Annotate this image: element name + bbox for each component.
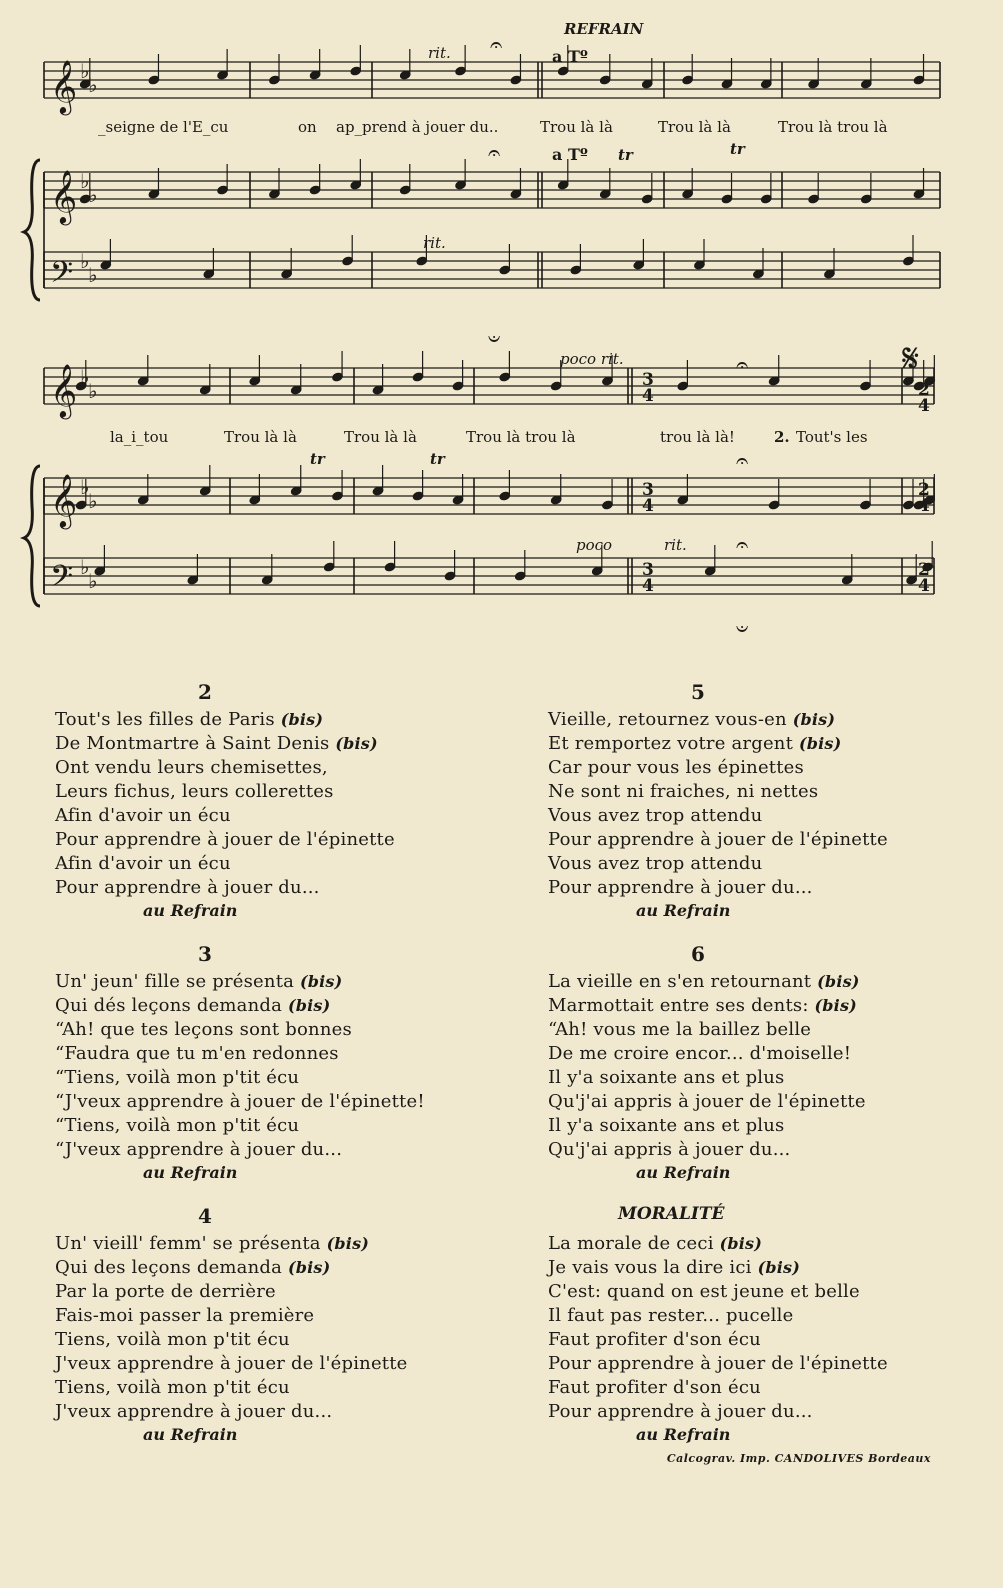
verse-text: De Montmartre à Saint Denis bbox=[55, 733, 336, 754]
fermata-icon: 𝄐 bbox=[490, 33, 503, 58]
verse-line bbox=[55, 1066, 475, 1090]
segno-icon: 𝄋 bbox=[902, 336, 920, 382]
verse-line bbox=[548, 1090, 968, 1114]
verse-text: Pour apprendre à jouer du... bbox=[548, 1401, 813, 1422]
svg-text:4: 4 bbox=[642, 576, 654, 596]
svg-text:♭: ♭ bbox=[88, 73, 98, 97]
verse-text: J'veux apprendre à jouer de l'épinette bbox=[55, 1353, 408, 1374]
svg-text:♭: ♭ bbox=[80, 475, 90, 499]
svg-text:3: 3 bbox=[642, 370, 654, 390]
verse-text: Un' vieill' femm' se présenta bbox=[55, 1233, 327, 1254]
stanza-number: 6 bbox=[691, 942, 705, 966]
verse-text: “Faudra que tu m'en redonnes bbox=[55, 1043, 339, 1064]
verse-text: “Ah! que tes leçons sont bonnes bbox=[55, 1019, 352, 1040]
verse-text: Tiens, voilà mon p'tit écu bbox=[55, 1377, 290, 1398]
treble-clef-icon: 𝄞 bbox=[50, 59, 78, 113]
verse-line bbox=[55, 828, 475, 852]
verse-line bbox=[55, 970, 475, 994]
bis-mark: (bis) bbox=[287, 1258, 331, 1277]
bis-mark: (bis) bbox=[814, 996, 857, 1015]
treble-clef-icon: 𝄞 bbox=[50, 473, 78, 527]
fermata-icon: 𝄑 bbox=[736, 617, 749, 640]
verse-text: Pour apprendre à jouer de l'épinette bbox=[548, 1353, 888, 1374]
verse-text: De me croire encor... d'moiselle! bbox=[548, 1043, 852, 1064]
verse-line bbox=[548, 780, 968, 804]
verse-text: Et remportez votre argent bbox=[548, 733, 799, 754]
svg-text:3: 3 bbox=[642, 560, 654, 580]
verse-text: Car pour vous les épinettes bbox=[548, 757, 804, 778]
svg-text:♭: ♭ bbox=[80, 555, 90, 579]
verse-line bbox=[548, 1042, 968, 1066]
svg-text:4: 4 bbox=[918, 576, 930, 596]
verse-text: Qu'j'ai appris à jouer de l'épinette bbox=[548, 1091, 866, 1112]
verse-text: Leurs fichus, leurs collerettes bbox=[55, 781, 334, 802]
verse-line bbox=[548, 970, 968, 994]
a-tempo-mark: a Tº bbox=[552, 47, 588, 66]
verse-line bbox=[548, 852, 968, 876]
lyric-syllables: Trou là là bbox=[658, 118, 731, 136]
svg-text:3: 3 bbox=[642, 480, 654, 500]
stanza bbox=[55, 942, 475, 1184]
verse-line bbox=[55, 1090, 475, 1114]
verse-text: “Tiens, voilà mon p'tit écu bbox=[55, 1067, 300, 1088]
verse-text: C'est: quand on est jeune et belle bbox=[548, 1281, 860, 1302]
refrain-heading: REFRAIN bbox=[564, 20, 644, 38]
verse-line bbox=[55, 876, 475, 900]
verse-text: Afin d'avoir un écu bbox=[55, 853, 231, 874]
verse-line bbox=[55, 1400, 475, 1424]
verse-line bbox=[548, 1018, 968, 1042]
lyric-syllables: Trou là là bbox=[224, 428, 297, 446]
verse-text: La vieille en s'en retournant bbox=[548, 971, 818, 992]
stanza-number: 3 bbox=[198, 942, 212, 966]
stanza-number: 4 bbox=[198, 1204, 212, 1228]
verse-line bbox=[548, 1066, 968, 1090]
verse-line bbox=[55, 708, 475, 732]
refrain-cue: au Refrain bbox=[636, 1425, 731, 1444]
printer-imprint: Calcograv. Imp. CANDOLIVES Bordeaux bbox=[666, 1452, 931, 1465]
verse-text: J'veux apprendre à jouer du... bbox=[55, 1401, 333, 1422]
verse-line bbox=[55, 852, 475, 876]
svg-text:♭: ♭ bbox=[80, 365, 90, 389]
lyric-syllables: Trou là trou là bbox=[466, 428, 576, 446]
svg-text:♭: ♭ bbox=[80, 249, 90, 273]
verse-line bbox=[548, 732, 968, 756]
verse-line bbox=[55, 1114, 475, 1138]
fermata-icon: 𝄑 bbox=[488, 327, 501, 352]
fermata-icon: 𝄐 bbox=[488, 141, 501, 166]
svg-text:♭: ♭ bbox=[88, 263, 98, 287]
verse-text: Pour apprendre à jouer du... bbox=[55, 877, 320, 898]
bis-mark: (bis) bbox=[280, 710, 324, 729]
verse-line bbox=[548, 1114, 968, 1138]
stanza bbox=[548, 680, 968, 922]
moral-title: MORALITÉ bbox=[618, 1204, 725, 1224]
verse-text: “Tiens, voilà mon p'tit écu bbox=[55, 1115, 300, 1136]
verse-line bbox=[55, 756, 475, 780]
verse-line bbox=[55, 1256, 475, 1280]
verse-line bbox=[548, 756, 968, 780]
verse-text: Fais-moi passer la première bbox=[55, 1305, 315, 1326]
verse-text: Je vais vous la dire ici bbox=[548, 1257, 758, 1278]
verse-text: Ne sont ni fraiches, ni nettes bbox=[548, 781, 819, 802]
svg-text:4: 4 bbox=[918, 496, 930, 516]
verse-text: “J'veux apprendre à jouer du... bbox=[55, 1139, 343, 1160]
lyric-syllables: Trou là là bbox=[540, 118, 613, 136]
svg-text:♭: ♭ bbox=[88, 569, 98, 593]
fermata-icon: 𝄐 bbox=[736, 353, 749, 378]
key-signature-icon bbox=[80, 59, 97, 593]
stanza bbox=[55, 680, 475, 922]
verse-text: Qu'j'ai appris à jouer du... bbox=[548, 1139, 791, 1160]
stanza bbox=[548, 942, 968, 1184]
refrain-cue: au Refrain bbox=[636, 1163, 731, 1182]
lyric-syllables: ap_prend à jouer du.. bbox=[336, 118, 499, 136]
verse-line bbox=[548, 994, 968, 1018]
music-score bbox=[0, 0, 1003, 640]
stanza-number: 2 bbox=[198, 680, 212, 704]
verse-line bbox=[548, 828, 968, 852]
svg-text:2: 2 bbox=[918, 560, 930, 580]
svg-text:♭: ♭ bbox=[88, 183, 98, 207]
verse-line bbox=[548, 804, 968, 828]
svg-text:4: 4 bbox=[918, 396, 930, 416]
verse-line bbox=[548, 1328, 968, 1352]
ritardando-mark: rit. bbox=[428, 44, 451, 62]
bis-mark: (bis) bbox=[326, 1234, 370, 1253]
trill-mark: tr bbox=[618, 146, 633, 164]
verse-text: Il y'a soixante ans et plus bbox=[548, 1115, 785, 1136]
refrain-cue: au Refrain bbox=[143, 1163, 238, 1182]
lyric-syllables: Trou là là bbox=[344, 428, 417, 446]
bis-mark: (bis) bbox=[287, 996, 331, 1015]
fermata-icon: 𝄐 bbox=[736, 533, 749, 558]
svg-text:♭: ♭ bbox=[88, 489, 98, 513]
bis-mark: (bis) bbox=[817, 972, 860, 991]
verse-line bbox=[55, 1304, 475, 1328]
verse-text: La morale de ceci bbox=[548, 1233, 720, 1254]
verse-text: Par la porte de derrière bbox=[55, 1281, 276, 1302]
verse-text: Marmottait entre ses dents: bbox=[548, 995, 815, 1016]
piano-brace-icon bbox=[24, 466, 40, 606]
bis-mark: (bis) bbox=[757, 1258, 800, 1277]
verse-text: “J'veux apprendre à jouer de l'épinette! bbox=[55, 1091, 425, 1112]
bis-mark: (bis) bbox=[300, 972, 343, 991]
verse-line bbox=[548, 1352, 968, 1376]
treble-clef-icon: 𝄞 bbox=[50, 169, 78, 223]
verse-text: Tiens, voilà mon p'tit écu bbox=[55, 1329, 290, 1350]
stanza-number: 5 bbox=[691, 680, 705, 704]
refrain-cue: au Refrain bbox=[143, 901, 238, 920]
svg-text:♭: ♭ bbox=[80, 59, 90, 83]
bis-mark: (bis) bbox=[798, 734, 842, 753]
svg-text:♭: ♭ bbox=[80, 169, 90, 193]
verse-text: Un' jeun' fille se présenta bbox=[55, 971, 300, 992]
verse-line bbox=[548, 1304, 968, 1328]
svg-text:2: 2 bbox=[918, 380, 930, 400]
trill-mark: tr bbox=[310, 450, 325, 468]
verse-line bbox=[548, 876, 968, 900]
stanza bbox=[55, 1204, 475, 1446]
lyric-syllables: on bbox=[298, 118, 317, 136]
verse-line bbox=[548, 708, 968, 732]
svg-text:2: 2 bbox=[918, 480, 930, 500]
bis-mark: (bis) bbox=[335, 734, 378, 753]
verse-text: Il y'a soixante ans et plus bbox=[548, 1067, 785, 1088]
lyric-syllables: Tout's les bbox=[796, 428, 868, 446]
lyric-syllables: la_i_tou bbox=[110, 428, 169, 446]
refrain-cue: au Refrain bbox=[636, 901, 731, 920]
verse-line bbox=[55, 1042, 475, 1066]
verse-line bbox=[55, 1280, 475, 1304]
ritardando-mark: rit. bbox=[423, 234, 446, 252]
verse-text: Faut profiter d'son écu bbox=[548, 1377, 761, 1398]
verse-text: “Ah! vous me la baillez belle bbox=[548, 1019, 812, 1040]
verse-text: Qui dés leçons demanda bbox=[55, 995, 288, 1016]
verse-text: Pour apprendre à jouer du... bbox=[548, 877, 813, 898]
verse-line bbox=[548, 1376, 968, 1400]
verse-text: Vous avez trop attendu bbox=[548, 853, 763, 874]
verse-line bbox=[548, 1400, 968, 1424]
lyric-syllables: Trou là trou là bbox=[778, 118, 888, 136]
a-tempo-mark-piano: a Tº bbox=[552, 145, 588, 164]
verses-left-column bbox=[55, 680, 475, 1466]
verse-line bbox=[55, 994, 475, 1018]
verse-line bbox=[548, 1256, 968, 1280]
bis-mark: (bis) bbox=[719, 1234, 762, 1253]
bass-clef-icon: 𝄢 bbox=[50, 256, 74, 297]
verses-right-column bbox=[548, 680, 968, 1466]
verse-line bbox=[55, 1376, 475, 1400]
verse-line bbox=[548, 1138, 968, 1162]
verse-text: Tout's les filles de Paris bbox=[55, 709, 281, 730]
poco-rit-mark: poco rit. bbox=[560, 350, 624, 368]
verse-text: Il faut pas rester... pucelle bbox=[548, 1305, 794, 1326]
verse-line bbox=[548, 1232, 968, 1256]
verse-line bbox=[55, 1018, 475, 1042]
poco-mark: poco bbox=[576, 536, 613, 554]
verse-text: Pour apprendre à jouer de l'épinette bbox=[55, 829, 395, 850]
verse-line bbox=[55, 1138, 475, 1162]
ritardando-mark: rit. bbox=[664, 536, 687, 554]
trill-mark: tr bbox=[730, 140, 745, 158]
verses-section bbox=[0, 680, 1003, 1480]
bass-clef-icon: 𝄢 bbox=[50, 560, 74, 601]
lyric-syllables: trou là là! bbox=[660, 428, 735, 446]
verse-text: Pour apprendre à jouer de l'épinette bbox=[548, 829, 888, 850]
svg-text:♭: ♭ bbox=[88, 379, 98, 403]
verse-line bbox=[55, 780, 475, 804]
verse-text: Faut profiter d'son écu bbox=[548, 1329, 761, 1350]
stanza bbox=[548, 1204, 968, 1446]
svg-text:4: 4 bbox=[642, 386, 654, 406]
verse-text: Afin d'avoir un écu bbox=[55, 805, 231, 826]
piano-brace-icon bbox=[24, 160, 40, 300]
verse-line bbox=[548, 1280, 968, 1304]
verse-line bbox=[55, 804, 475, 828]
svg-text:4: 4 bbox=[642, 496, 654, 516]
verse-text: Qui des leçons demanda bbox=[55, 1257, 288, 1278]
verse-line bbox=[55, 732, 475, 756]
bis-mark: (bis) bbox=[792, 710, 836, 729]
treble-clef-icon: 𝄞 bbox=[50, 363, 78, 417]
lyric-syllables: _seigne de l'E_cu bbox=[98, 118, 229, 136]
verse-line bbox=[55, 1352, 475, 1376]
refrain-cue: au Refrain bbox=[143, 1425, 238, 1444]
verse-text: Ont vendu leurs chemisettes, bbox=[55, 757, 328, 778]
verse-line bbox=[55, 1232, 475, 1256]
verse-line bbox=[55, 1328, 475, 1352]
lyric-syllables: 2. bbox=[774, 428, 790, 446]
verse-text: Vous avez trop attendu bbox=[548, 805, 763, 826]
fermata-icon: 𝄐 bbox=[736, 449, 749, 474]
trill-mark: tr bbox=[430, 450, 445, 468]
verse-text: Vieille, retournez vous-en bbox=[548, 709, 793, 730]
